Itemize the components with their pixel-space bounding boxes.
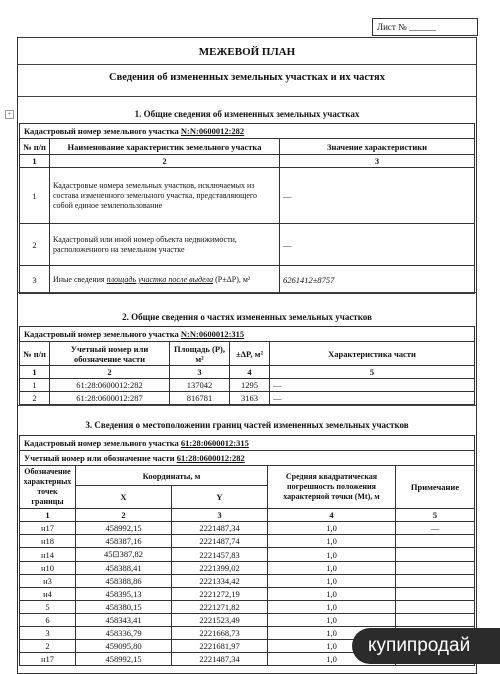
table-row: 3 458336,79 2221668,73 1,0 [20, 627, 475, 640]
cad-number-row: Кадастровый номер земельного участка N:N:0600012:282 [20, 124, 475, 139]
table-row: 1 Кадастровые номера земельных участков, исключаемых из состава измененного земельного участка, представляющего собой единое землепользование — [20, 168, 475, 224]
col-header: Значение характеристики [280, 139, 475, 155]
cad-number-value: 61:28:0600012:315 [180, 438, 249, 448]
cad-number-row: Кадастровый номер земельного участка N:N:0600012:315 [20, 327, 475, 342]
section3-table: Кадастровый номер земельного участка 61:28:0600012:315 Учетный номер или обозначение части 61:28:0600012:282 Обозначение характерных точек границы Координаты, м Средняя квадратическая погрешность положения характерной точки (Mt), м Примечание X Y 1 2 3 4 5 н17 458992,15 2221487,34 1,0 — н18 458387,16 2221487,74 1,0 н14 45⊡387,82 2221457,83 1,0 н10 458388,41 2221399,02 1,0 н3 458388,86 2221334,42 1,0 н4 458395,13 2221272,19 1,0 5 458380,15 2221271,82 1,0 6 458343,41 2221523,49 1,0 3 458336,79 2221668,73 1,0 2 459095,80 2221681,97 1,0 н17 458992,15 2221487,34 1,0 [19, 435, 475, 666]
table-row: 6 458343,41 2221523,49 1,0 [20, 614, 475, 627]
sheet-number-box [372, 18, 478, 36]
table-row: н18 458387,16 2221487,74 1,0 [20, 535, 475, 548]
part-number-value: 61:28:0600012:282 [176, 453, 245, 463]
section2-table: Кадастровый номер земельного участка N:N:0600012:315 № п/п Учетный номер или обозначение части Площадь (P), м² ±ΔP, м² Характеристика части 1 2 3 4 5 1 61:28:0600012:282 137042 1295 — 2 61:28:0600012:287 816781 3163 — [19, 326, 475, 405]
table-row: н17 458992,15 2221487,34 1,0 [20, 653, 475, 666]
divider [18, 405, 476, 406]
table-row: н17 458992,15 2221487,34 1,0 — [20, 522, 475, 535]
divider [18, 64, 476, 65]
table-row: 3 Иные сведения площадь участка после выдела (P±ΔP), м² 6261412±8757 [20, 266, 475, 294]
cad-number-row: Кадастровый номер земельного участка 61:28:0600012:315 [20, 436, 475, 451]
col-header: Наименование характеристик земельного участка [50, 139, 280, 155]
cad-number-value: N:N:0600012:282 [180, 126, 245, 136]
table-row: н3 458388,86 2221334,42 1,0 [20, 575, 475, 588]
section1-table [19, 123, 475, 294]
table-row: 2 Кадастровый или иной номер объекта недвижимости, расположенного на земельном участке — [20, 224, 475, 266]
divider [18, 96, 476, 97]
table-row: 2 61:28:0600012:287 816781 3163 — [20, 392, 475, 405]
watermark-logo: купипродай [352, 628, 500, 664]
table-row: н14 45⊡387,82 2221457,83 1,0 [20, 548, 475, 562]
cad-number-value: N:N:0600012:315 [180, 329, 245, 339]
table-row: н10 458388,41 2221399,02 1,0 [20, 562, 475, 575]
part-number-row: Учетный номер или обозначение части 61:28:0600012:282 [20, 451, 475, 466]
table-row: н4 458395,13 2221272,19 1,0 [20, 588, 475, 601]
col-number: 2 [50, 155, 280, 168]
page-title: МЕЖЕВОЙ ПЛАН [198, 46, 296, 58]
table-row: 1 61:28:0600012:282 137042 1295 — [20, 379, 475, 392]
table-row: 2 459095,80 2221681,97 1,0 [20, 640, 475, 653]
sheet-label: Лист № [377, 22, 407, 32]
col-number: 3 [280, 155, 475, 168]
table-row: 5 458380,15 2221271,82 1,0 [20, 601, 475, 614]
section1-title: 1. Общие сведения об измененных земельных участках [134, 109, 360, 119]
section2-title: 2. Общие сведения о частях измененных земельных участков [122, 312, 372, 322]
table-move-handle-icon[interactable]: + [5, 110, 14, 119]
col-number: 1 [20, 155, 50, 168]
section3-title: 3. Сведения о местоположении границ частей измененных земельных участков [85, 420, 409, 430]
page-subtitle: Сведения об измененных земельных участках и их частях [109, 72, 385, 83]
sheet-value: ______ [408, 22, 436, 32]
col-header: № п/п [20, 139, 50, 155]
